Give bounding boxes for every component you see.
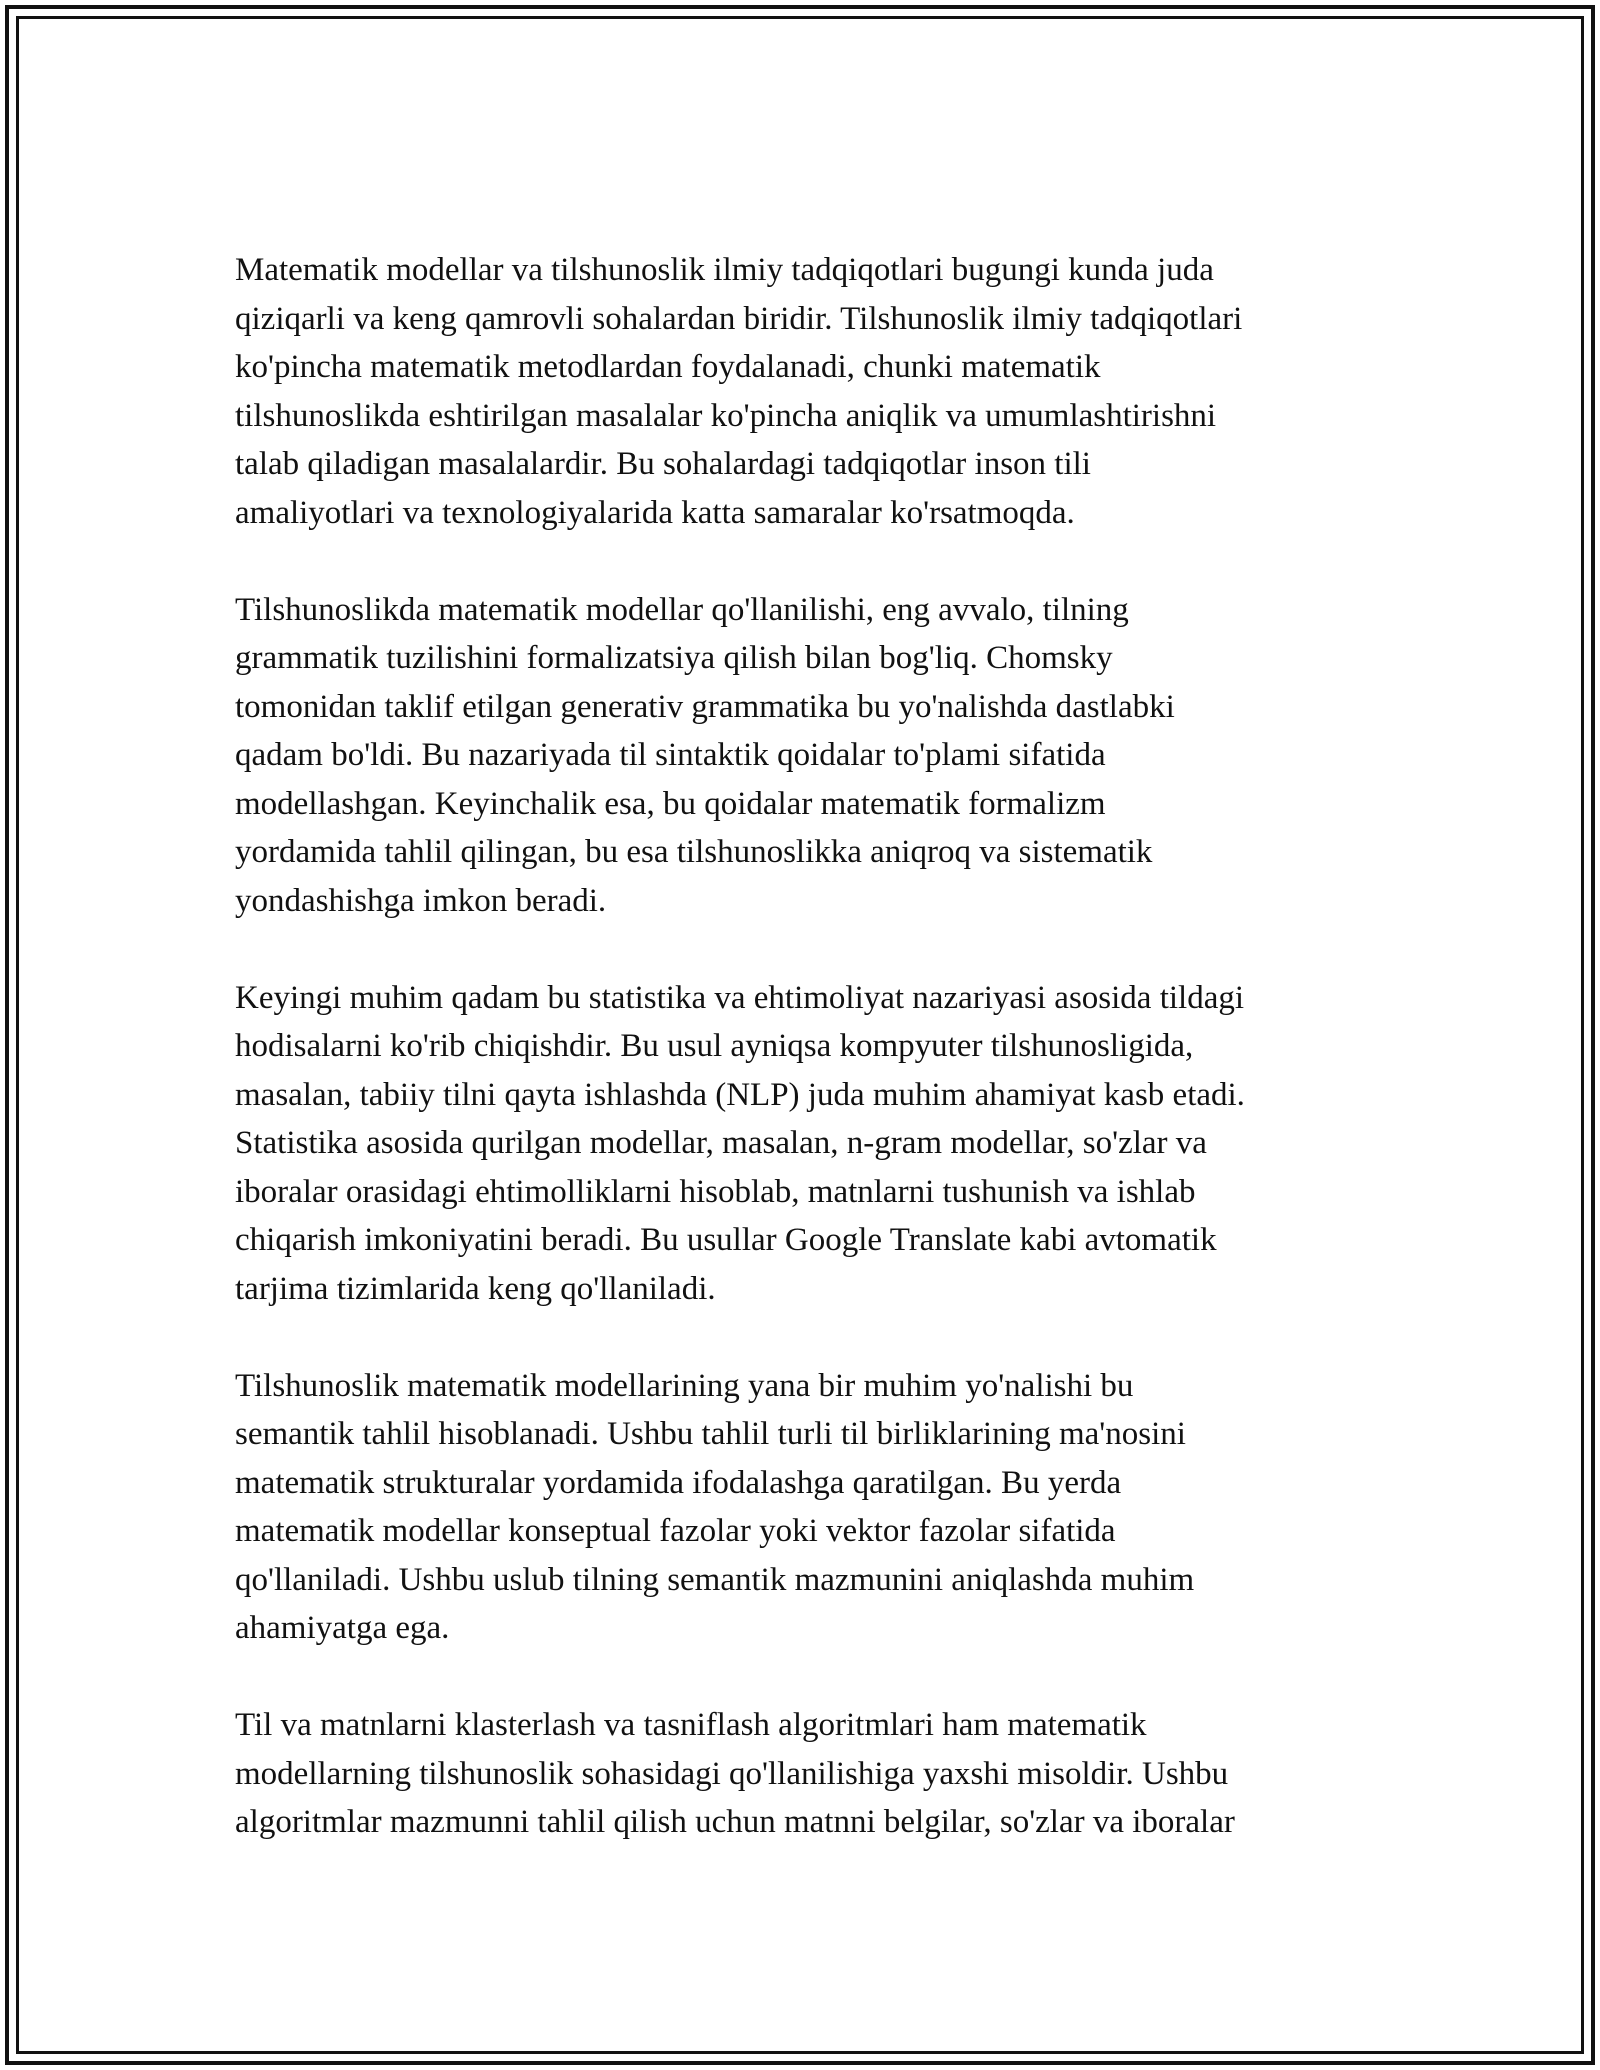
text-line: amaliyotlari va texnologiyalarida katta samaralar ko'rsatmoqda. <box>235 494 1075 531</box>
text-line: ko'pincha matematik metodlardan foydalanadi, chunki matematik <box>235 349 1101 385</box>
text-line: talab qiladigan masalalardir. Bu sohalardagi tadqiqotlar inson tili <box>235 446 1091 482</box>
paragraph-1 <box>235 246 1375 537</box>
document-body <box>235 246 1375 1895</box>
text-line: chiqarish imkoniyatini beradi. Bu usullar Google Translate kabi avtomatik <box>235 1222 1217 1258</box>
text-line: matematik strukturalar yordamida ifodalashga qaratilgan. Bu yerda <box>235 1464 1122 1501</box>
text-line: modellashgan. Keyinchalik esa, bu qoidalar matematik formalizm <box>235 785 1106 822</box>
text-line: iboralar orasidagi ehtimolliklarni hisoblab, matnlarni tushunish va ishlab <box>235 1173 1196 1210</box>
text-line: Tilshunoslik matematik modellarining yana bir muhim yo'nalishi bu <box>235 1367 1134 1404</box>
text-line: tarjima tizimlarida keng qo'llaniladi. <box>235 1270 716 1307</box>
paragraph-2 <box>235 586 1375 926</box>
text-line: yondashishga imkon beradi. <box>235 882 607 919</box>
text-line: tilshunoslikda eshtirilgan masalalar ko'pincha aniqlik va umumlashtirishni <box>235 397 1217 434</box>
text-line: masalan, tabiiy tilni qayta ishlashda (NLP) juda muhim ahamiyat kasb etadi. <box>235 1076 1245 1113</box>
text-line: algoritmlar mazmunni tahlil qilish uchun matnni belgilar, so'zlar va iboralar <box>235 1804 1235 1840</box>
text-line: Tilshunoslikda matematik modellar qo'llanilishi, eng avvalo, tilning <box>235 591 1129 628</box>
text-line: qiziqarli va keng qamrovli sohalardan biridir. Tilshunoslik ilmiy tadqiqotlari <box>235 300 1243 337</box>
text-line: Statistika asosida qurilgan modellar, masalan, n-gram modellar, so'zlar va <box>235 1125 1207 1161</box>
paragraph-4 <box>235 1362 1375 1653</box>
text-line: hodisalarni ko'rib chiqishdir. Bu usul ayniqsa kompyuter tilshunosligida, <box>235 1028 1194 1064</box>
text-line: Matematik modellar va tilshunoslik ilmiy tadqiqotlari bugungi kunda juda <box>235 252 1214 288</box>
text-line: ahamiyatga ega. <box>235 1610 450 1646</box>
paragraph-5 <box>235 1701 1375 1847</box>
text-line: yordamida tahlil qilingan, bu esa tilshunoslikka aniqroq va sistematik <box>235 834 1153 870</box>
text-line: Keyingi muhim qadam bu statistika va ehtimoliyat nazariyasi asosida tildagi <box>235 979 1245 1016</box>
text-line: semantik tahlil hisoblanadi. Ushbu tahlil turli til birliklarining ma'nosini <box>235 1416 1186 1452</box>
text-line: qo'llaniladi. Ushbu uslub tilning semantik mazmunini aniqlashda muhim <box>235 1561 1195 1598</box>
text-line: tomonidan taklif etilgan generativ grammatika bu yo'nalishda dastlabki <box>235 688 1175 725</box>
text-line: Til va matnlarni klasterlash va tasniflash algoritmlari ham matematik <box>235 1707 1147 1743</box>
text-line: matematik modellar konseptual fazolar yoki vektor fazolar sifatida <box>235 1513 1116 1549</box>
paragraph-3 <box>235 974 1375 1314</box>
text-line: qadam bo'ldi. Bu nazariyada til sintaktik qoidalar to'plami sifatida <box>235 737 1106 773</box>
text-line: modellarning tilshunoslik sohasidagi qo'llanilishiga yaxshi misoldir. Ushbu <box>235 1755 1229 1792</box>
text-line: grammatik tuzilishini formalizatsiya qilish bilan bog'liq. Chomsky <box>235 640 1113 676</box>
